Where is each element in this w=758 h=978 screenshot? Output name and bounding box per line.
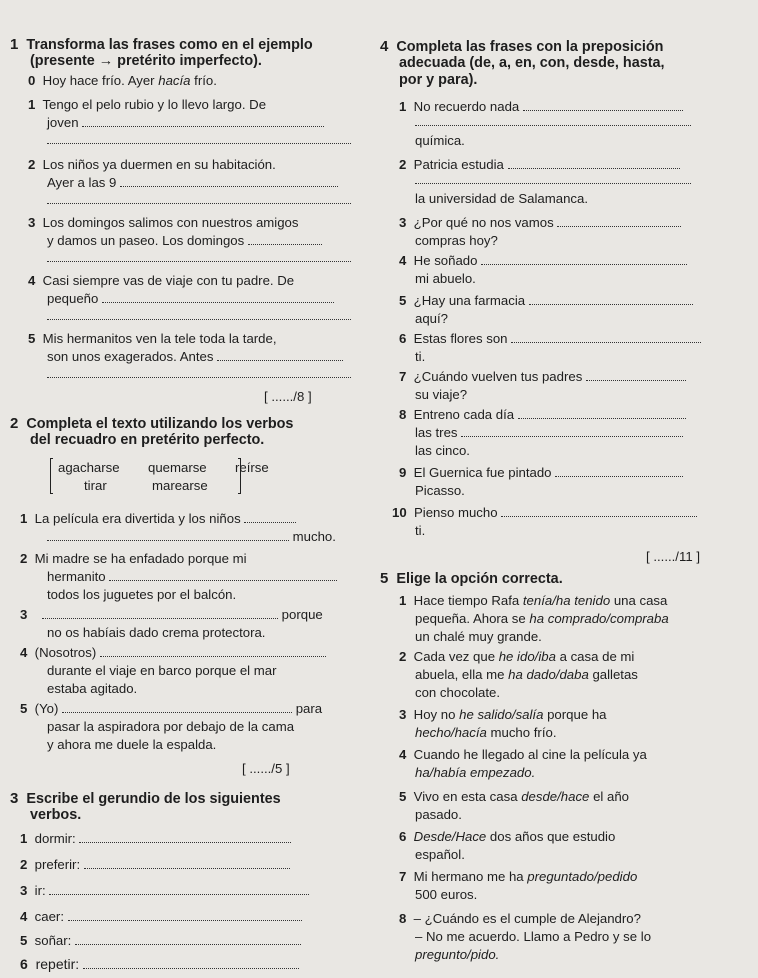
ex3-item-1: 1 dormir:	[20, 830, 291, 847]
answer-blank[interactable]	[82, 115, 324, 127]
ex4-item-7: 7 ¿Cuándo vuelven tus padres	[399, 368, 686, 385]
ex3-item-6: 6 repetir:	[20, 956, 299, 973]
ex5-item-4-line2	[415, 764, 535, 781]
answer-blank[interactable]	[523, 99, 683, 111]
ex4-item-10-line2: ti.	[415, 523, 426, 538]
ex3-item-3: 3 ir:	[20, 882, 309, 899]
ex5-item-8-line2: – No me acuerdo. Llamo a Pedro y se lo	[415, 929, 652, 944]
ex5-item-2-line3: con chocolate.	[415, 685, 501, 700]
exercise-3-subtitle: verbos.	[30, 807, 82, 823]
ex2-item-4-line2: durante el viaje en barco porque el mar	[47, 663, 277, 678]
option-pair[interactable]: tenía/ha tenido	[522, 593, 611, 608]
ex3-item-4: 4 caer:	[20, 908, 302, 925]
ex1-item-5-line2: son unos exagerados. Antes	[47, 348, 343, 365]
ex4-item-10: 10 Pienso mucho	[392, 504, 697, 521]
ex2-item-4: 4 (Nosotros)	[20, 644, 326, 661]
answer-blank[interactable]	[47, 190, 351, 204]
exercise-3-title: 3 Escribe el gerundio de los siguientes	[10, 790, 281, 807]
answer-blank[interactable]	[47, 364, 351, 378]
ex2-item-3: 3 porque	[20, 607, 323, 622]
ex2-item-5-line2: pasar la aspiradora por debajo de la cama	[47, 719, 295, 734]
ex1-item-4-line2: pequeño	[47, 290, 334, 307]
ex4-item-8-line3: las cinco.	[415, 443, 470, 458]
ex4-item-7-line2: su viaje?	[415, 387, 468, 402]
exercise-2-score: [ ....../5 ]	[242, 761, 290, 776]
answer-blank[interactable]	[415, 170, 691, 184]
ex5-item-3-line2: hecho/hacía mucho frío.	[415, 725, 557, 740]
ex4-item-5-line2: aquí?	[415, 311, 449, 326]
ex5-item-5: 5 Vivo en esta casa desde/hace el año	[399, 789, 630, 804]
answer-blank[interactable]	[47, 130, 351, 144]
ex4-item-3-line2: compras hoy?	[415, 233, 498, 248]
ex2-item-1-line2: mucho.	[47, 528, 336, 545]
option-pair[interactable]: he ido/iba	[498, 649, 556, 664]
ex4-item-6: 6 Estas flores son	[399, 330, 701, 347]
ex5-item-5-line2: pasado.	[415, 807, 462, 822]
answer-blank[interactable]	[84, 857, 290, 869]
ex4-item-4-line2: mi abuelo.	[415, 271, 476, 286]
ex3-item-2: 2 preferir:	[20, 856, 290, 873]
ex1-item-0: 0 Hoy hace frío. Ayer hacía frío.	[28, 73, 217, 88]
verb-option: reírse	[235, 460, 269, 475]
ex2-item-5: 5 (Yo) para	[20, 701, 323, 716]
answer-blank[interactable]	[481, 253, 687, 265]
exercise-4-subtitle: adecuada (de, a, en, con, desde, hasta,	[399, 55, 665, 71]
answer-blank[interactable]	[109, 569, 337, 581]
ex4-item-4: 4 He soñado	[399, 252, 687, 269]
exercise-1-subtitle: (presente → pretérito imperfecto).	[30, 53, 262, 69]
exercise-2-subtitle: del recuadro en pretérito perfecto.	[30, 432, 265, 448]
exercise-5-title: 5 Elige la opción correcta.	[380, 570, 563, 587]
ex2-item-3-line2: no os habíais dado crema protectora.	[47, 625, 266, 640]
answer-blank[interactable]	[49, 883, 309, 895]
ex5-item-6-line2: español.	[415, 847, 465, 862]
ex2-item-5-line3: y ahora me duele la espalda.	[47, 737, 217, 752]
option-pair[interactable]: hecho/hacía	[415, 725, 487, 740]
ex1-item-2: 2 Los niños ya duermen en su habitación.	[28, 157, 276, 172]
ex4-item-2-line2: la universidad de Salamanca.	[415, 191, 589, 206]
ex5-item-4: 4 Cuando he llegado al cine la película ya	[399, 747, 647, 762]
answer-blank[interactable]	[555, 465, 683, 477]
answer-blank[interactable]	[248, 233, 322, 245]
ex4-item-5: 5 ¿Hay una farmacia	[399, 292, 693, 309]
answer-blank[interactable]	[47, 529, 289, 541]
answer-blank[interactable]	[102, 291, 334, 303]
answer-blank[interactable]	[415, 112, 691, 126]
exercise-4-subtitle-2: por y para).	[399, 72, 478, 88]
ex5-item-8: 8 – ¿Cuándo es el cumple de Alejandro?	[399, 911, 641, 926]
ex4-item-2: 2 Patricia estudia	[399, 156, 680, 173]
answer-blank[interactable]	[244, 511, 296, 523]
answer-blank[interactable]	[501, 505, 697, 517]
answer-blank[interactable]	[508, 157, 680, 169]
answer-blank[interactable]	[83, 957, 299, 969]
answer-blank[interactable]	[79, 831, 291, 843]
answer-blank[interactable]	[586, 369, 686, 381]
ex4-item-9-line2: Picasso.	[415, 483, 465, 498]
ex4-item-3: 3 ¿Por qué no nos vamos	[399, 214, 681, 231]
exercise-1-title: 1 Transforma las frases como en el ejemplo	[10, 36, 313, 53]
verb-option: tirar	[84, 478, 107, 493]
answer-blank[interactable]	[42, 607, 278, 619]
ex5-item-1-line3: un chalé muy grande.	[415, 629, 542, 644]
answer-blank[interactable]	[461, 425, 683, 437]
option-pair[interactable]: preguntado/pedido	[527, 869, 638, 884]
ex1-item-1: 1 Tengo el pelo rubio y lo llevo largo. De	[28, 97, 267, 112]
ex4-item-6-line2: ti.	[415, 349, 426, 364]
answer-blank[interactable]	[68, 909, 302, 921]
option-pair[interactable]: ha/había empezado.	[415, 765, 536, 780]
answer-blank[interactable]	[217, 349, 343, 361]
ex5-item-7: 7 Mi hermano me ha preguntado/pedido	[399, 869, 638, 884]
ex5-item-3: 3 Hoy no he salido/salía porque ha	[399, 707, 607, 722]
answer-blank[interactable]	[62, 701, 292, 713]
option-pair[interactable]: pregunto/pido.	[415, 947, 500, 962]
ex4-item-8: 8 Entreno cada día	[399, 406, 686, 423]
answer-blank[interactable]	[100, 645, 326, 657]
answer-blank[interactable]	[557, 215, 681, 227]
ex1-item-4: 4 Casi siempre vas de viaje con tu padre. De	[28, 273, 295, 288]
ex3-item-5: 5 soñar:	[20, 932, 301, 949]
verb-box	[50, 458, 310, 494]
option-pair[interactable]: Desde/Hace	[413, 829, 487, 844]
answer-blank[interactable]	[120, 175, 338, 187]
answer-blank[interactable]	[47, 248, 351, 262]
exercise-4-score: [ ....../11 ]	[646, 549, 700, 564]
ex2-item-2-line3: todos los juguetes por el balcón.	[47, 587, 237, 602]
answer-blank[interactable]	[75, 933, 301, 945]
option-pair[interactable]: he salido/salía	[459, 707, 544, 722]
answer-blank[interactable]	[518, 407, 686, 419]
ex5-item-8-line3	[415, 946, 499, 963]
ex4-item-8-line2: las tres	[415, 424, 683, 441]
ex2-item-2-line2: hermanito	[47, 568, 337, 585]
answer-blank[interactable]	[529, 293, 693, 305]
option-pair[interactable]: ha dado/daba	[508, 667, 589, 682]
answer-blank[interactable]	[511, 331, 701, 343]
ex4-item-9: 9 El Guernica fue pintado	[399, 464, 683, 481]
option-pair[interactable]: desde/hace	[521, 789, 590, 804]
verb-option: marearse	[152, 478, 208, 493]
ex1-item-3: 3 Los domingos salimos con nuestros amigos	[28, 215, 299, 230]
ex5-item-1-line2: pequeña. Ahora se ha comprado/compraba	[415, 611, 669, 626]
verb-option: quemarse	[148, 460, 207, 475]
exercise-2-title: 2 Completa el texto utilizando los verbos	[10, 415, 294, 432]
ex1-item-5: 5 Mis hermanitos ven la tele toda la tarde,	[28, 331, 277, 346]
ex2-item-2: 2 Mi madre se ha enfadado porque mi	[20, 551, 247, 566]
ex5-item-2: 2 Cada vez que he ido/iba a casa de mi	[399, 649, 635, 664]
ex1-item-1-line2: joven	[47, 114, 324, 131]
ex4-item-1-line2: química.	[415, 133, 465, 148]
ex4-item-1: 1 No recuerdo nada	[399, 98, 683, 115]
ex5-item-7-line2: 500 euros.	[415, 887, 478, 902]
exercise-4-title: 4 Completa las frases con la preposición	[380, 38, 664, 55]
ex5-item-6: 6 Desde/Hace dos años que estudio	[399, 829, 616, 844]
verb-box-bracket-left	[50, 458, 53, 494]
verb-option: agacharse	[58, 460, 120, 475]
ex1-item-2-line2: Ayer a las 9	[47, 174, 338, 191]
exercise-1-score: [ ....../8 ]	[264, 389, 312, 404]
ex2-item-1: 1 La película era divertida y los niños	[20, 510, 296, 527]
ex2-item-4-line3: estaba agitado.	[47, 681, 138, 696]
option-pair[interactable]: ha comprado/compraba	[529, 611, 669, 626]
ex1-item-3-line2: y damos un paseo. Los domingos	[47, 232, 322, 249]
ex5-item-2-line2: abuela, ella me ha dado/daba galletas	[415, 667, 638, 682]
ex5-item-1: 1 Hace tiempo Rafa tenía/ha tenido una casa	[399, 593, 668, 608]
answer-blank[interactable]	[47, 306, 351, 320]
